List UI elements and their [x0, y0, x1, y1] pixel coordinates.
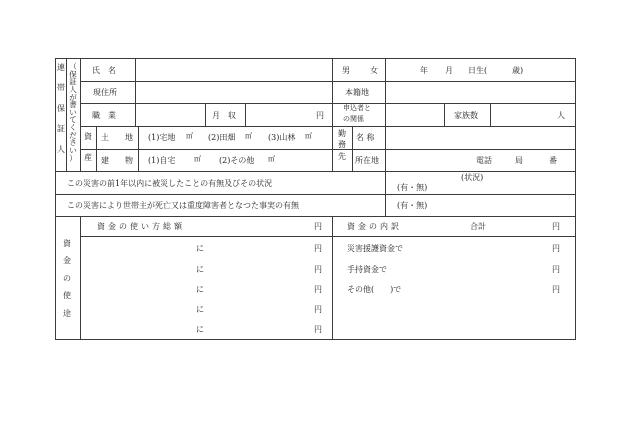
rule	[80, 149, 576, 150]
domicile-field[interactable]	[387, 83, 573, 102]
land-farm: (2)田畑	[208, 133, 236, 142]
rule	[80, 126, 576, 127]
land-forest: (3)山林	[268, 133, 296, 142]
relation-label-line1: 申込者と	[343, 104, 371, 112]
total-label: 合計	[470, 222, 486, 231]
disaster-history-yes-no[interactable]: (有・無)	[397, 183, 428, 192]
rule	[55, 216, 576, 217]
note-char: 書	[69, 100, 77, 110]
rule	[352, 126, 353, 171]
note-char: い	[69, 107, 77, 117]
note-char: 証	[69, 77, 77, 87]
usage-row-ni: に	[196, 244, 204, 253]
phone-number-label: 番	[549, 156, 557, 165]
birth-year-label: 年	[420, 66, 428, 75]
rule	[55, 339, 576, 340]
household-head-yes-no[interactable]: (有・無)	[397, 201, 428, 210]
building-home-unit: ㎡	[194, 155, 201, 163]
usage-row-ni: に	[196, 265, 204, 274]
occupation-field[interactable]	[137, 105, 203, 125]
workplace-name-label: 名 称	[356, 133, 375, 142]
usage-row-ni: に	[196, 305, 204, 314]
disaster-status-label: (状況)	[461, 173, 484, 182]
land-residential: (1)宅地	[148, 133, 176, 142]
building-label: 建 物	[101, 156, 133, 165]
relation-label-line2: の関係	[343, 115, 364, 123]
breakdown-row-unit: 円	[552, 285, 560, 294]
current-address-label: 現住所	[93, 88, 117, 97]
usage-row-unit: 円	[314, 285, 322, 294]
family-size-label: 家族数	[454, 111, 478, 120]
rule	[575, 58, 576, 340]
note-char: 人	[69, 84, 77, 94]
usage-row-ni: に	[196, 325, 204, 334]
fund-use-char: の	[63, 273, 71, 283]
rule	[80, 81, 576, 82]
rule	[385, 126, 386, 171]
guarantor-title-char: 帯	[57, 83, 65, 93]
note-char: く	[69, 123, 77, 133]
rule	[138, 126, 139, 171]
note-char: が	[69, 92, 77, 102]
household-head-label: この災害により世帯主が死亡又は重度障害者となつた事実の有無	[67, 201, 299, 210]
land-residential-unit: ㎡	[186, 132, 193, 140]
rule	[80, 103, 576, 104]
breakdown-row-unit: 円	[552, 244, 560, 253]
guarantor-title-char: 保	[57, 103, 65, 113]
workplace-char: 務	[338, 140, 346, 150]
usage-row-unit: 円	[314, 244, 322, 253]
monthly-income-unit: 円	[316, 111, 324, 120]
rule	[332, 126, 333, 171]
land-farm-unit: ㎡	[245, 132, 252, 140]
guarantor-note	[68, 63, 78, 162]
rule	[55, 171, 576, 172]
rule	[96, 126, 97, 171]
building-other: (2)その他	[219, 156, 255, 165]
phone-exchange-label: 局	[515, 156, 523, 165]
rule	[135, 58, 136, 126]
monthly-income-label: 月 収	[212, 111, 236, 120]
birth-day-label: 日生(	[468, 66, 488, 75]
rule	[80, 216, 81, 339]
usage-row-unit: 円	[314, 265, 322, 274]
breakdown-row-label: 災害援護資金で	[347, 244, 403, 253]
note-char: て	[69, 115, 77, 125]
rule	[55, 58, 576, 59]
fund-use-char: 途	[63, 308, 71, 318]
usage-row-unit: 円	[314, 325, 322, 334]
rule	[55, 194, 576, 195]
phone-label: 電話	[476, 156, 492, 165]
rule	[385, 81, 386, 103]
assets-label	[83, 133, 93, 163]
usage-row-unit: 円	[314, 305, 322, 314]
rule	[332, 216, 333, 339]
fund-use-char: 使	[63, 291, 71, 301]
workplace-char: 勤	[338, 129, 346, 138]
breakdown-label: 資金の内訳	[347, 222, 402, 231]
assets-char: 産	[84, 153, 92, 163]
note-char: ）	[69, 153, 77, 163]
usage-total-label: 資金の使い方総額	[97, 222, 185, 231]
guarantor-title	[56, 64, 66, 154]
note-char: （	[69, 62, 77, 71]
rule	[490, 103, 491, 126]
guarantor-title-char: 証	[57, 124, 65, 134]
name-label: 氏 名	[92, 66, 116, 75]
usage-total-unit: 円	[314, 222, 322, 231]
fund-use-char: 資	[63, 239, 71, 248]
land-forest-unit: ㎡	[305, 132, 312, 140]
workplace-name-field[interactable]	[387, 128, 573, 147]
domicile-label: 本籍地	[345, 88, 369, 97]
rule	[332, 58, 333, 126]
land-label: 土 地	[101, 133, 133, 142]
guarantor-title-char: 人	[57, 144, 65, 154]
rule	[385, 58, 386, 81]
occupation-label: 職 業	[92, 111, 116, 120]
rule	[444, 103, 445, 126]
note-char: だ	[69, 130, 77, 140]
guarantor-title-char: 連	[57, 63, 65, 72]
building-other-unit: ㎡	[268, 155, 275, 163]
note-char: さ	[69, 138, 77, 148]
total-unit: 円	[552, 222, 560, 231]
note-char: 保	[69, 69, 77, 79]
rule	[66, 58, 67, 171]
birth-month-label: 月	[445, 66, 453, 75]
gender-female[interactable]: 女	[370, 66, 378, 75]
note-char: い	[69, 146, 77, 156]
family-size-unit: 人	[557, 111, 565, 120]
usage-row-ni: に	[196, 285, 204, 294]
assets-char: 資	[84, 132, 92, 141]
workplace-char: 先	[338, 151, 346, 161]
fund-use-char: 金	[63, 256, 71, 266]
breakdown-row-label: 手持資金で	[347, 265, 387, 274]
current-address-field[interactable]	[137, 83, 330, 102]
name-field[interactable]	[137, 60, 330, 80]
workplace-address-label: 所在地	[355, 156, 379, 165]
rule	[80, 58, 81, 171]
fund-use-title	[62, 240, 72, 318]
rule	[245, 103, 246, 126]
rule	[205, 103, 206, 126]
breakdown-row-unit: 円	[552, 265, 560, 274]
gender-male[interactable]: 男	[342, 66, 350, 75]
breakdown-row-label: その他( )で	[347, 285, 402, 294]
age-label: 歳)	[512, 66, 524, 75]
rule	[385, 103, 386, 126]
rule	[385, 171, 386, 216]
disaster-history-label: この災害の前1年以内に被災したことの有無及びその状況	[67, 179, 273, 188]
rule	[80, 236, 576, 237]
building-home: (1)自宅	[148, 156, 176, 165]
workplace-label	[337, 130, 347, 161]
